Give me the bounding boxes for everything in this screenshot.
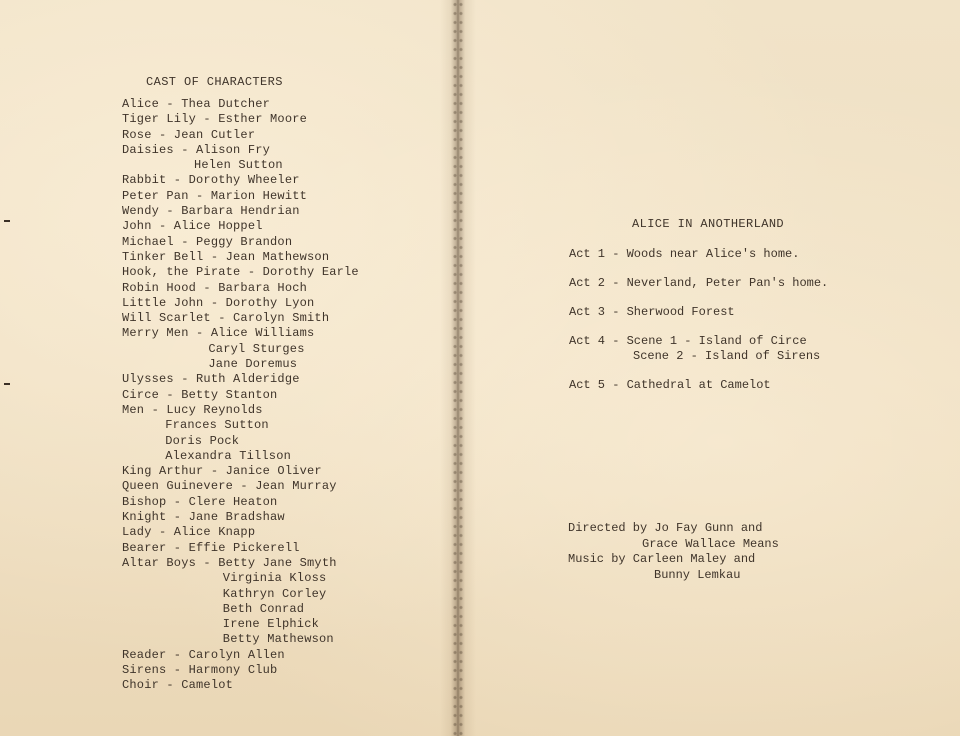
cast-entry: Rose - Jean Cutler [122, 127, 256, 142]
cast-entry: Bishop - Clere Heaton [122, 494, 278, 509]
cast-entry: Men - Lucy Reynolds [122, 402, 263, 417]
play-title: ALICE IN ANOTHERLAND [632, 217, 785, 231]
cast-entry: Jane Doremus [208, 357, 298, 372]
credit-director: Directed by Jo Fay Gunn and [568, 521, 763, 535]
act-entry [569, 276, 828, 291]
cast-entry: Helen Sutton [194, 158, 283, 173]
act-entry [569, 247, 828, 262]
cast-entry: Merry Men - Alice Williams [122, 326, 315, 341]
credits [568, 521, 779, 583]
cast-entry: Daisies - Alison Fry [122, 142, 271, 157]
cast-entry: Michael - Peggy Brandon [122, 234, 293, 249]
act-line: Act 2 - Neverland, Peter Pan's home. [569, 276, 829, 290]
cast-entry: Virginia Kloss [222, 571, 327, 586]
cast-entry: Kathryn Corley [222, 586, 327, 601]
cast-entry: Lady - Alice Knapp [122, 525, 256, 540]
cast-entry: Peter Pan - Marion Hewitt [122, 188, 308, 203]
act-entry [569, 305, 828, 320]
cast-entry: Bearer - Effie Pickerell [122, 540, 300, 555]
credit-director-2: Grace Wallace Means [642, 536, 779, 551]
credit-music-2: Bunny Lemkau [654, 567, 741, 582]
cast-entry: Rabbit - Dorothy Wheeler [122, 173, 300, 188]
credit-music: Music by Carleen Maley and [568, 552, 756, 566]
cast-entry: Choir - Camelot [122, 678, 234, 693]
act-line: Act 5 - Cathedral at Camelot [569, 378, 771, 392]
cast-entry: Knight - Jane Bradshaw [122, 510, 285, 525]
acts-list [569, 247, 828, 407]
cast-entry: Tinker Bell - Jean Mathewson [122, 249, 330, 264]
cast-entry: Ulysses - Ruth Alderidge [122, 372, 300, 387]
act-line: Act 1 - Woods near Alice's home. [569, 247, 800, 261]
act-entry [569, 334, 828, 364]
act-entry [569, 378, 828, 393]
cast-entry: Tiger Lily - Esther Moore [122, 112, 308, 127]
cast-entry: Doris Pock [165, 433, 240, 448]
cast-entry: King Arthur - Janice Oliver [122, 464, 322, 479]
cast-entry: Will Scarlet - Carolyn Smith [122, 311, 330, 326]
act-line: Act 4 - Scene 1 - Island of Circe [569, 334, 807, 348]
cast-list [122, 97, 359, 694]
fold-perforation [452, 0, 464, 736]
cast-entry: Hook, the Pirate - Dorothy Earle [122, 265, 359, 280]
cast-entry: Beth Conrad [222, 601, 305, 616]
cast-entry: Alice - Thea Dutcher [122, 97, 271, 111]
cast-entry: John - Alice Hoppel [122, 219, 263, 234]
cast-entry: Queen Guinevere - Jean Murray [122, 479, 337, 494]
cast-heading: CAST OF CHARACTERS [146, 75, 283, 89]
cast-entry: Wendy - Barbara Hendrian [122, 204, 300, 219]
cast-entry: Alexandra Tillson [165, 448, 292, 463]
left-page [0, 0, 452, 736]
cast-entry: Betty Mathewson [222, 632, 334, 647]
cast-entry: Irene Elphick [222, 617, 320, 632]
cast-entry: Altar Boys - Betty Jane Smyth [122, 555, 337, 570]
cast-entry: Robin Hood - Barbara Hoch [122, 280, 308, 295]
cast-entry: Circe - Betty Stanton [122, 387, 278, 402]
cast-entry: Frances Sutton [165, 418, 269, 433]
cast-entry: Little John - Dorothy Lyon [122, 295, 315, 310]
cast-entry: Reader - Carolyn Allen [122, 647, 285, 662]
act-scene-line: Scene 2 - Island of Sirens [633, 349, 821, 363]
act-line: Act 3 - Sherwood Forest [569, 305, 735, 319]
cast-entry: Sirens - Harmony Club [122, 662, 278, 677]
cast-entry: Caryl Sturges [208, 341, 305, 356]
